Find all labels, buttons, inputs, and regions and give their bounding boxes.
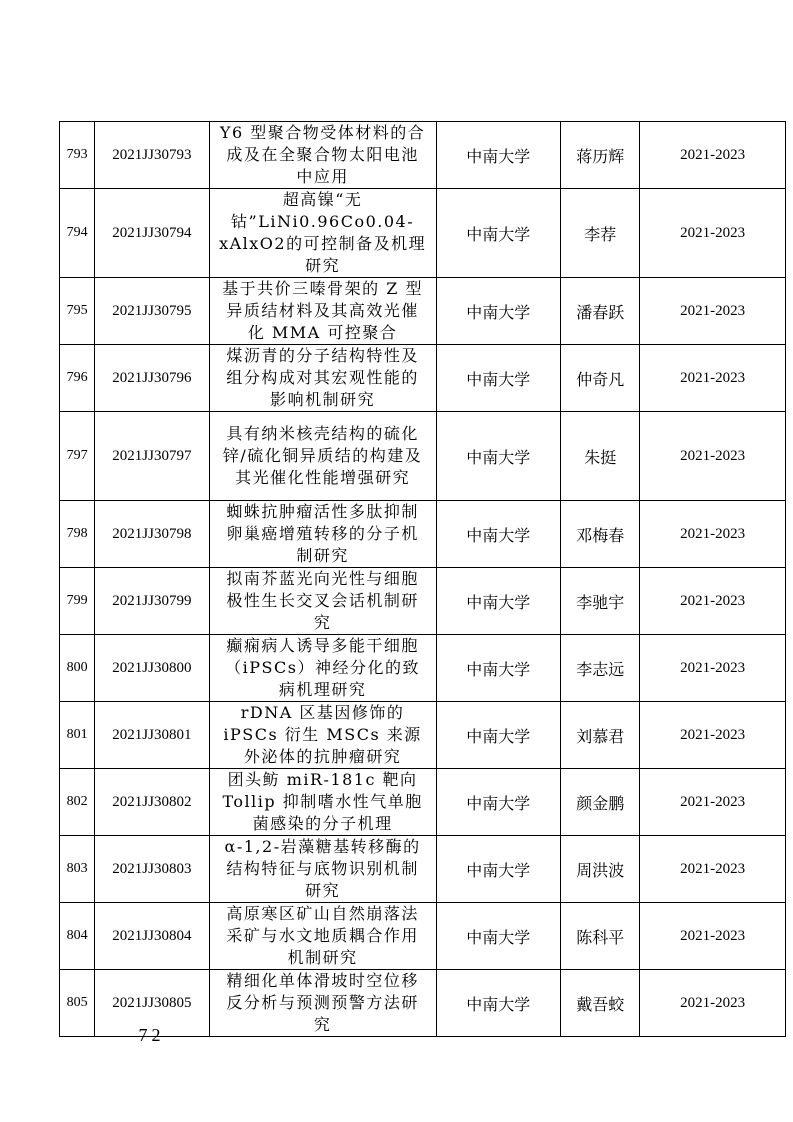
organization: 中南大学	[466, 860, 531, 880]
project-period: 2021-2023	[680, 302, 746, 319]
organization: 中南大学	[466, 592, 531, 612]
project-code: 2021JJ30803	[112, 860, 192, 877]
project-code-cell	[95, 769, 209, 836]
organization: 中南大学	[466, 726, 531, 746]
project-code-cell	[95, 189, 209, 278]
organization: 中南大学	[466, 369, 531, 389]
principal-investigator-cell	[561, 189, 640, 278]
row-number: 799	[66, 593, 88, 608]
principal-investigator-cell	[561, 345, 640, 412]
principal-investigator: 李荐	[584, 224, 617, 244]
row-number-cell	[60, 189, 95, 278]
table-row	[60, 345, 786, 412]
project-title-cell	[209, 501, 436, 568]
project-title: α-1,2-岩藻糖基转移酶的结构特征与底物识别机制研究	[224, 837, 421, 900]
row-number-cell	[60, 122, 95, 189]
project-title: Y6 型聚合物受体材料的合成及在全聚合物太阳电池中应用	[219, 123, 426, 186]
row-number-cell	[60, 769, 95, 836]
principal-investigator: 刘慕君	[576, 726, 625, 746]
project-period: 2021-2023	[680, 525, 746, 542]
project-code: 2021JJ30794	[112, 224, 192, 241]
project-title-cell	[209, 189, 436, 278]
project-code: 2021JJ30804	[112, 927, 192, 944]
row-number: 800	[66, 660, 88, 675]
row-number-cell	[60, 635, 95, 702]
principal-investigator: 戴吾蛟	[576, 994, 625, 1014]
row-number: 798	[66, 526, 88, 541]
row-number: 802	[66, 794, 88, 809]
project-period: 2021-2023	[680, 994, 746, 1011]
principal-investigator-cell	[561, 702, 640, 769]
project-period-cell	[640, 702, 786, 769]
row-number-cell	[60, 903, 95, 970]
organization-cell	[436, 836, 561, 903]
project-period-cell	[640, 769, 786, 836]
row-number: 797	[66, 448, 88, 463]
project-period: 2021-2023	[680, 659, 746, 676]
row-number-cell	[60, 412, 95, 501]
row-number-cell	[60, 278, 95, 345]
row-number: 793	[66, 147, 88, 162]
organization-cell	[436, 501, 561, 568]
row-number: 794	[66, 225, 88, 240]
project-period-cell	[640, 122, 786, 189]
principal-investigator-cell	[561, 836, 640, 903]
organization-cell	[436, 278, 561, 345]
principal-investigator-cell	[561, 122, 640, 189]
row-number-cell	[60, 836, 95, 903]
table-row	[60, 702, 786, 769]
organization: 中南大学	[466, 927, 531, 947]
principal-investigator: 颜金鹏	[576, 793, 625, 813]
project-title: 具有纳米核壳结构的硫化锌/硫化铜异质结的构建及其光催化性能增强研究	[222, 424, 423, 487]
project-title-cell	[209, 970, 436, 1037]
project-title: 拟南芥蓝光向光性与细胞极性生长交叉会话机制研究	[226, 569, 419, 632]
project-period-cell	[640, 635, 786, 702]
row-number: 804	[66, 928, 88, 943]
project-title: 高原寒区矿山自然崩落法采矿与水文地质耦合作用机制研究	[226, 904, 419, 967]
project-period: 2021-2023	[680, 793, 746, 810]
project-title-cell	[209, 568, 436, 635]
table-row	[60, 568, 786, 635]
project-title-cell	[209, 278, 436, 345]
table-row	[60, 836, 786, 903]
project-title: 癫痫病人诱导多能干细胞（iPSCs）神经分化的致病机理研究	[225, 636, 420, 699]
principal-investigator-cell	[561, 769, 640, 836]
organization-cell	[436, 635, 561, 702]
project-period-cell	[640, 836, 786, 903]
principal-investigator-cell	[561, 635, 640, 702]
project-period: 2021-2023	[680, 369, 746, 386]
project-period-cell	[640, 568, 786, 635]
project-code: 2021JJ30795	[112, 302, 192, 319]
project-period-cell	[640, 189, 786, 278]
project-code: 2021JJ30797	[112, 447, 192, 464]
project-title: 蜘蛛抗肿瘤活性多肽抑制卵巢癌增殖转移的分子机制研究	[226, 502, 419, 565]
project-code: 2021JJ30798	[112, 525, 192, 542]
project-code-cell	[95, 345, 209, 412]
project-period: 2021-2023	[680, 447, 746, 464]
project-code-cell	[95, 122, 209, 189]
project-period: 2021-2023	[680, 224, 746, 241]
organization: 中南大学	[466, 302, 531, 322]
project-period: 2021-2023	[680, 726, 746, 743]
organization-cell	[436, 345, 561, 412]
table-row	[60, 903, 786, 970]
row-number-cell	[60, 970, 95, 1037]
organization: 中南大学	[466, 447, 531, 467]
project-table	[59, 121, 786, 1037]
organization-cell	[436, 970, 561, 1037]
principal-investigator-cell	[561, 970, 640, 1037]
project-period-cell	[640, 501, 786, 568]
organization: 中南大学	[466, 659, 531, 679]
organization-cell	[436, 568, 561, 635]
project-title-cell	[209, 702, 436, 769]
project-code: 2021JJ30802	[112, 793, 192, 810]
project-period: 2021-2023	[680, 927, 746, 944]
project-period-cell	[640, 278, 786, 345]
project-title-cell	[209, 769, 436, 836]
project-code-cell	[95, 903, 209, 970]
project-period-cell	[640, 970, 786, 1037]
project-code: 2021JJ30805	[112, 994, 192, 1011]
project-title-cell	[209, 836, 436, 903]
project-code-cell	[95, 278, 209, 345]
project-period: 2021-2023	[680, 146, 746, 163]
table-row	[60, 189, 786, 278]
row-number-cell	[60, 345, 95, 412]
project-title: 超高镍“无钴”LiNi0.96Co0.04-xAlxO2的可控制备及机理研究	[219, 190, 427, 275]
principal-investigator: 邓梅春	[576, 525, 625, 545]
project-code-cell	[95, 702, 209, 769]
project-code: 2021JJ30796	[112, 369, 192, 386]
organization-cell	[436, 903, 561, 970]
project-title-cell	[209, 345, 436, 412]
organization-cell	[436, 769, 561, 836]
page-number: — 72 —	[108, 1025, 195, 1045]
principal-investigator: 朱挺	[584, 447, 617, 467]
project-title: 精细化单体滑坡时空位移反分析与预测预警方法研究	[226, 971, 419, 1034]
table-row	[60, 501, 786, 568]
principal-investigator-cell	[561, 278, 640, 345]
project-code-cell	[95, 568, 209, 635]
table-row	[60, 122, 786, 189]
organization: 中南大学	[466, 793, 531, 813]
project-period: 2021-2023	[680, 592, 746, 609]
organization-cell	[436, 412, 561, 501]
organization-cell	[436, 189, 561, 278]
principal-investigator: 李驰宇	[576, 592, 625, 612]
organization-cell	[436, 702, 561, 769]
row-number: 801	[66, 727, 88, 742]
organization: 中南大学	[466, 994, 531, 1014]
project-title: 基于共价三嗪骨架的 Z 型异质结材料及其高效光催化 MMA 可控聚合	[222, 279, 423, 342]
row-number-cell	[60, 568, 95, 635]
principal-investigator: 蒋历辉	[576, 146, 625, 166]
row-number: 803	[66, 861, 88, 876]
table-row	[60, 769, 786, 836]
row-number: 796	[66, 370, 88, 385]
principal-investigator: 李志远	[576, 659, 625, 679]
table-row	[60, 635, 786, 702]
principal-investigator: 周洪波	[576, 860, 625, 880]
project-period: 2021-2023	[680, 860, 746, 877]
project-title-cell	[209, 412, 436, 501]
principal-investigator: 潘春跃	[576, 302, 625, 322]
project-period-cell	[640, 345, 786, 412]
principal-investigator: 陈科平	[576, 927, 625, 947]
principal-investigator-cell	[561, 568, 640, 635]
project-table-body	[60, 122, 786, 1037]
project-code: 2021JJ30799	[112, 592, 192, 609]
project-title: 团头鲂 miR-181c 靶向 Tollip 抑制嗜水性气单胞菌感染的分子机理	[222, 770, 423, 833]
organization: 中南大学	[466, 224, 531, 244]
project-code-cell	[95, 412, 209, 501]
project-title-cell	[209, 903, 436, 970]
table-row	[60, 278, 786, 345]
project-code-cell	[95, 501, 209, 568]
row-number: 805	[66, 995, 88, 1010]
principal-investigator-cell	[561, 903, 640, 970]
row-number-cell	[60, 702, 95, 769]
principal-investigator-cell	[561, 501, 640, 568]
row-number: 795	[66, 303, 88, 318]
table-row	[60, 412, 786, 501]
row-number-cell	[60, 501, 95, 568]
project-code-cell	[95, 635, 209, 702]
project-period-cell	[640, 412, 786, 501]
project-title: 煤沥青的分子结构特性及组分构成对其宏观性能的影响机制研究	[226, 346, 419, 409]
project-period-cell	[640, 903, 786, 970]
project-title-cell	[209, 635, 436, 702]
project-title-cell	[209, 122, 436, 189]
project-code: 2021JJ30801	[112, 726, 192, 743]
project-code-cell	[95, 836, 209, 903]
principal-investigator: 仲奇凡	[576, 369, 625, 389]
project-code: 2021JJ30793	[112, 146, 192, 163]
principal-investigator-cell	[561, 412, 640, 501]
organization-cell	[436, 122, 561, 189]
project-title: rDNA 区基因修饰的 iPSCs 衍生 MSCs 来源外泌体的抗肿瘤研究	[223, 703, 422, 766]
organization: 中南大学	[466, 146, 531, 166]
organization: 中南大学	[466, 525, 531, 545]
project-code: 2021JJ30800	[112, 659, 192, 676]
